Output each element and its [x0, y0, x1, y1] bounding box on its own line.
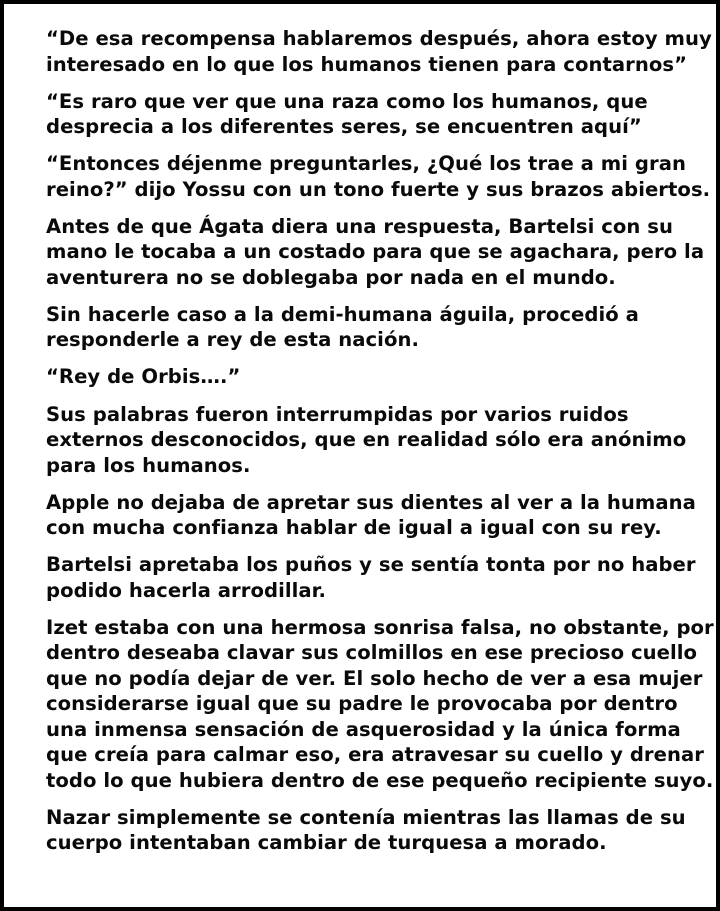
paragraph-4: Antes de que Ágata diera una respuesta, Bartelsi con su mano le tocaba a un costado para que se agachara, pero la aventurera no se doblegaba por nada en el mundo. [46, 214, 705, 289]
document-body [46, 26, 714, 856]
paragraph-11: Nazar simplemente se contenía mientras las llamas de su cuerpo intentaban cambiar de turquesa a morado. [46, 805, 686, 855]
paragraph-3: “Entonces déjenme preguntarles, ¿Qué los trae a mi gran reino?” dijo Yossu con un tono fuerte y sus brazos abiertos. [46, 152, 711, 201]
paragraph-10: Izet estaba con una hermosa sonrisa falsa, no obstante, por dentro deseaba clavar sus colmillos en ese precioso cuello que no podía dejar de ver. El solo hecho de ver a esa mujer considerarse igual que su padre le provocaba por dentro una inmensa sensación de asquerosidad y la única forma que creía para calmar eso, era atravesar su cuello y drenar todo lo que hubiera dentro de ese pequeño recipiente suyo. [46, 615, 714, 792]
paragraph-5: Sin hacerle caso a la demi-humana águila, procedió a responderle a rey de esta nación. [46, 302, 639, 352]
paragraph-7: Sus palabras fueron interrumpidas por varios ruidos externos desconocidos, que en realidad sólo era anónimo para los humanos. [46, 402, 687, 477]
paragraph-6: “Rey de Orbis….” [46, 365, 241, 389]
paragraph-9: Bartelsi apretaba los puños y se sentía tonta por no haber podido hacerla arrodillar. [46, 553, 696, 602]
paragraph-2: “Es raro que ver que una raza como los humanos, que desprecia a los diferentes seres, se encuentren aquí” [46, 89, 648, 139]
paragraph-1: “De esa recompensa hablaremos después, ahora estoy muy interesado en lo que los humanos tienen para contarnos” [46, 27, 712, 76]
paragraph-8: Apple no dejaba de apretar sus dientes al ver a la humana con mucha confianza hablar de igual a igual con su rey. [46, 490, 696, 540]
